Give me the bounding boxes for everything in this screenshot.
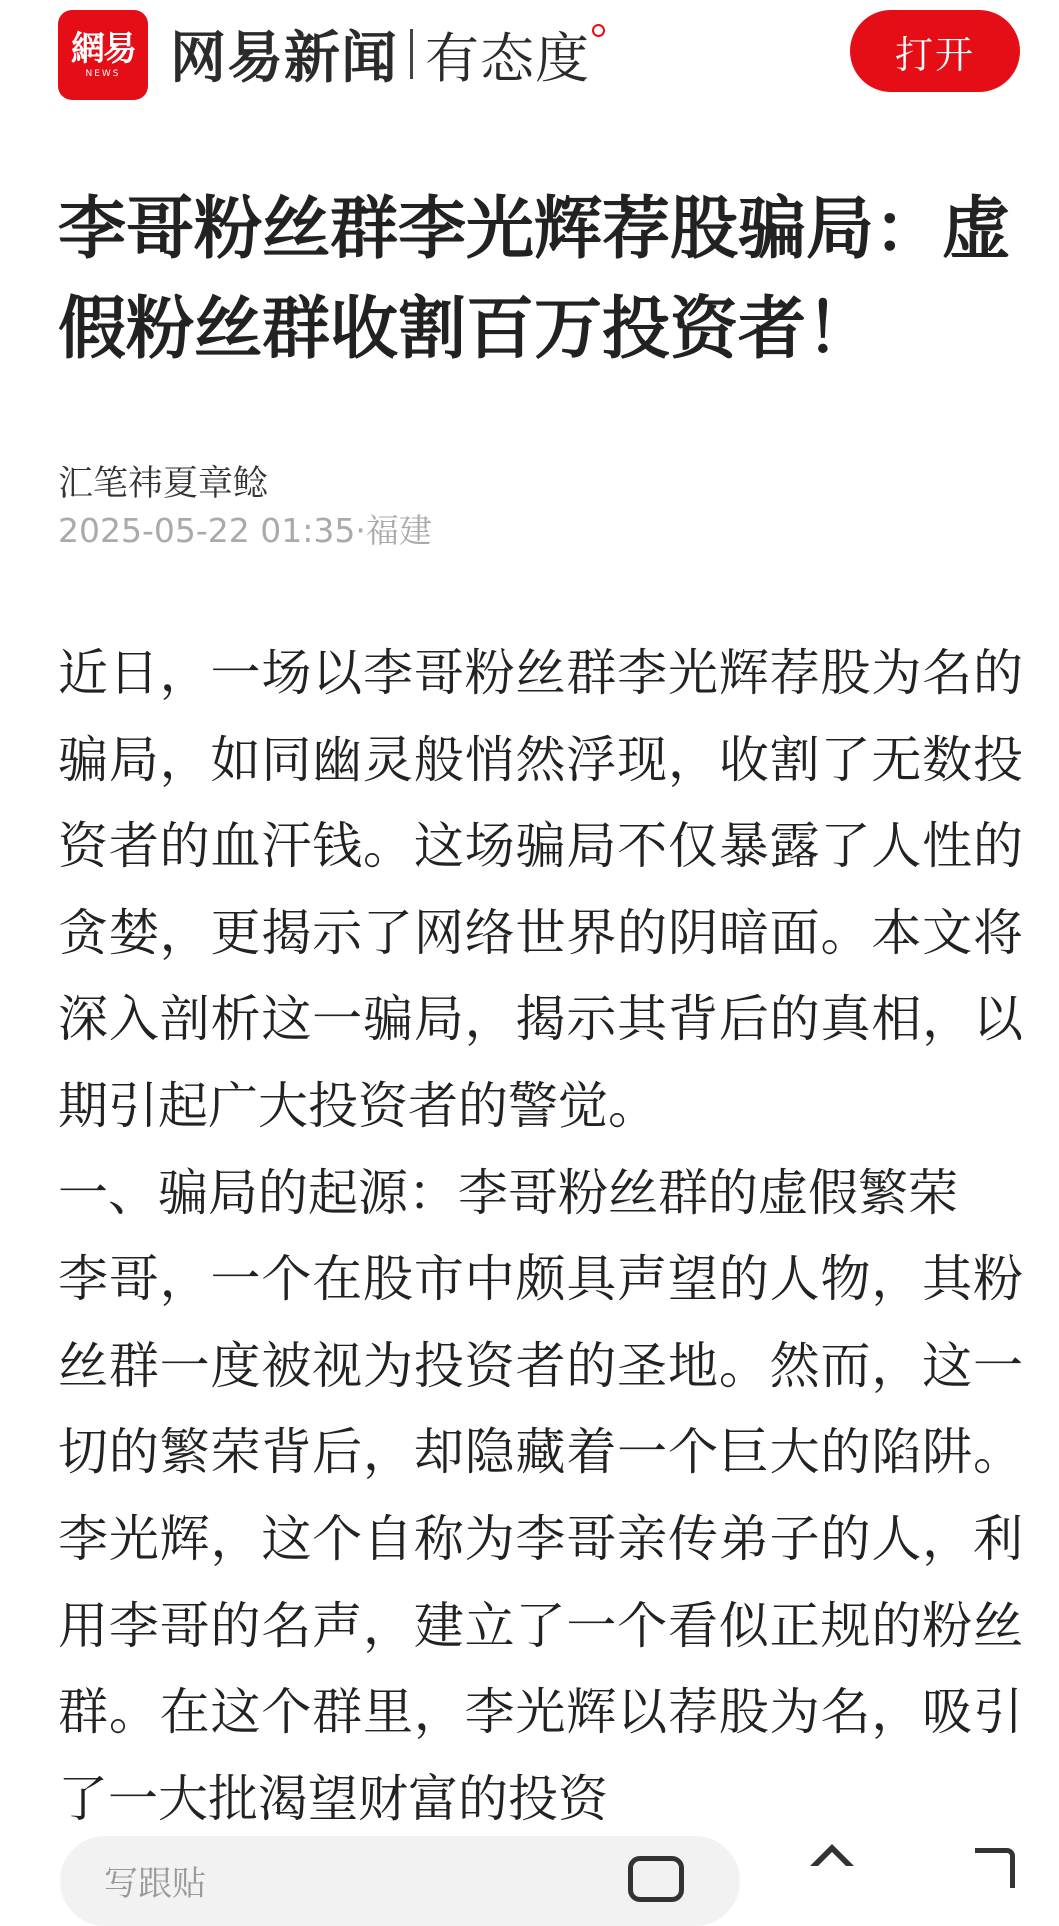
comment-placeholder: 写跟贴 bbox=[104, 1864, 206, 1904]
share-icon[interactable] bbox=[975, 1848, 1015, 1888]
logo-mark: 網易 bbox=[71, 28, 135, 69]
top-bar bbox=[0, 0, 1059, 105]
netease-news-logo[interactable] bbox=[58, 10, 148, 100]
article-body bbox=[58, 630, 1023, 1842]
open-app-button[interactable]: 打开 bbox=[850, 10, 1020, 92]
meta-dot: · bbox=[355, 511, 366, 550]
registered-mark-icon bbox=[592, 24, 605, 37]
article-paragraph: 李哥，一个在股市中颇具声望的人物，其粉丝群一度被视为投资者的圣地。然而，这一切的繁荣背后，却隐藏着一个巨大的陷阱。李光辉，这个自称为李哥亲传弟子的人，利用李哥的名声，建立了一个看似正规的粉丝群。在这个群里，李光辉以荐股为名，吸引了一大批渴望财富的投资 bbox=[58, 1250, 1023, 1828]
publish-location: 福建 bbox=[365, 511, 432, 550]
article-meta bbox=[58, 505, 432, 552]
article-paragraph: 近日，一场以李哥粉丝群李光辉荐股为名的骗局，如同幽灵般悄然浮现，收割了无数投资者的血汗钱。这场骗局不仅暴露了人性的贪婪，更揭示了网络世界的阴暗面。本文将深入剖析这一骗局，揭示其背后的真相，以期引起广大投资者的警觉。 bbox=[58, 644, 1023, 1135]
brand-name: 网易新闻 bbox=[170, 26, 398, 91]
brand bbox=[170, 22, 605, 91]
logo-subtitle: NEWS bbox=[85, 68, 121, 79]
brand-slogan: 有态度 bbox=[425, 26, 590, 90]
like-icon[interactable] bbox=[810, 1844, 854, 1866]
section-heading: 一、骗局的起源：李哥粉丝群的虚假繁荣 bbox=[58, 1163, 958, 1222]
bottom-bar bbox=[0, 1830, 1059, 1904]
author-name[interactable]: 汇笔祎夏章鲶 bbox=[58, 464, 269, 504]
comment-icon[interactable] bbox=[628, 1856, 684, 1902]
publish-time: 2025-05-22 01:35 bbox=[58, 511, 356, 550]
article-title: 李哥粉丝群李光辉荐股骗局：虚假粉丝群收割百万投资者！ bbox=[58, 190, 1011, 369]
brand-divider bbox=[410, 29, 413, 79]
